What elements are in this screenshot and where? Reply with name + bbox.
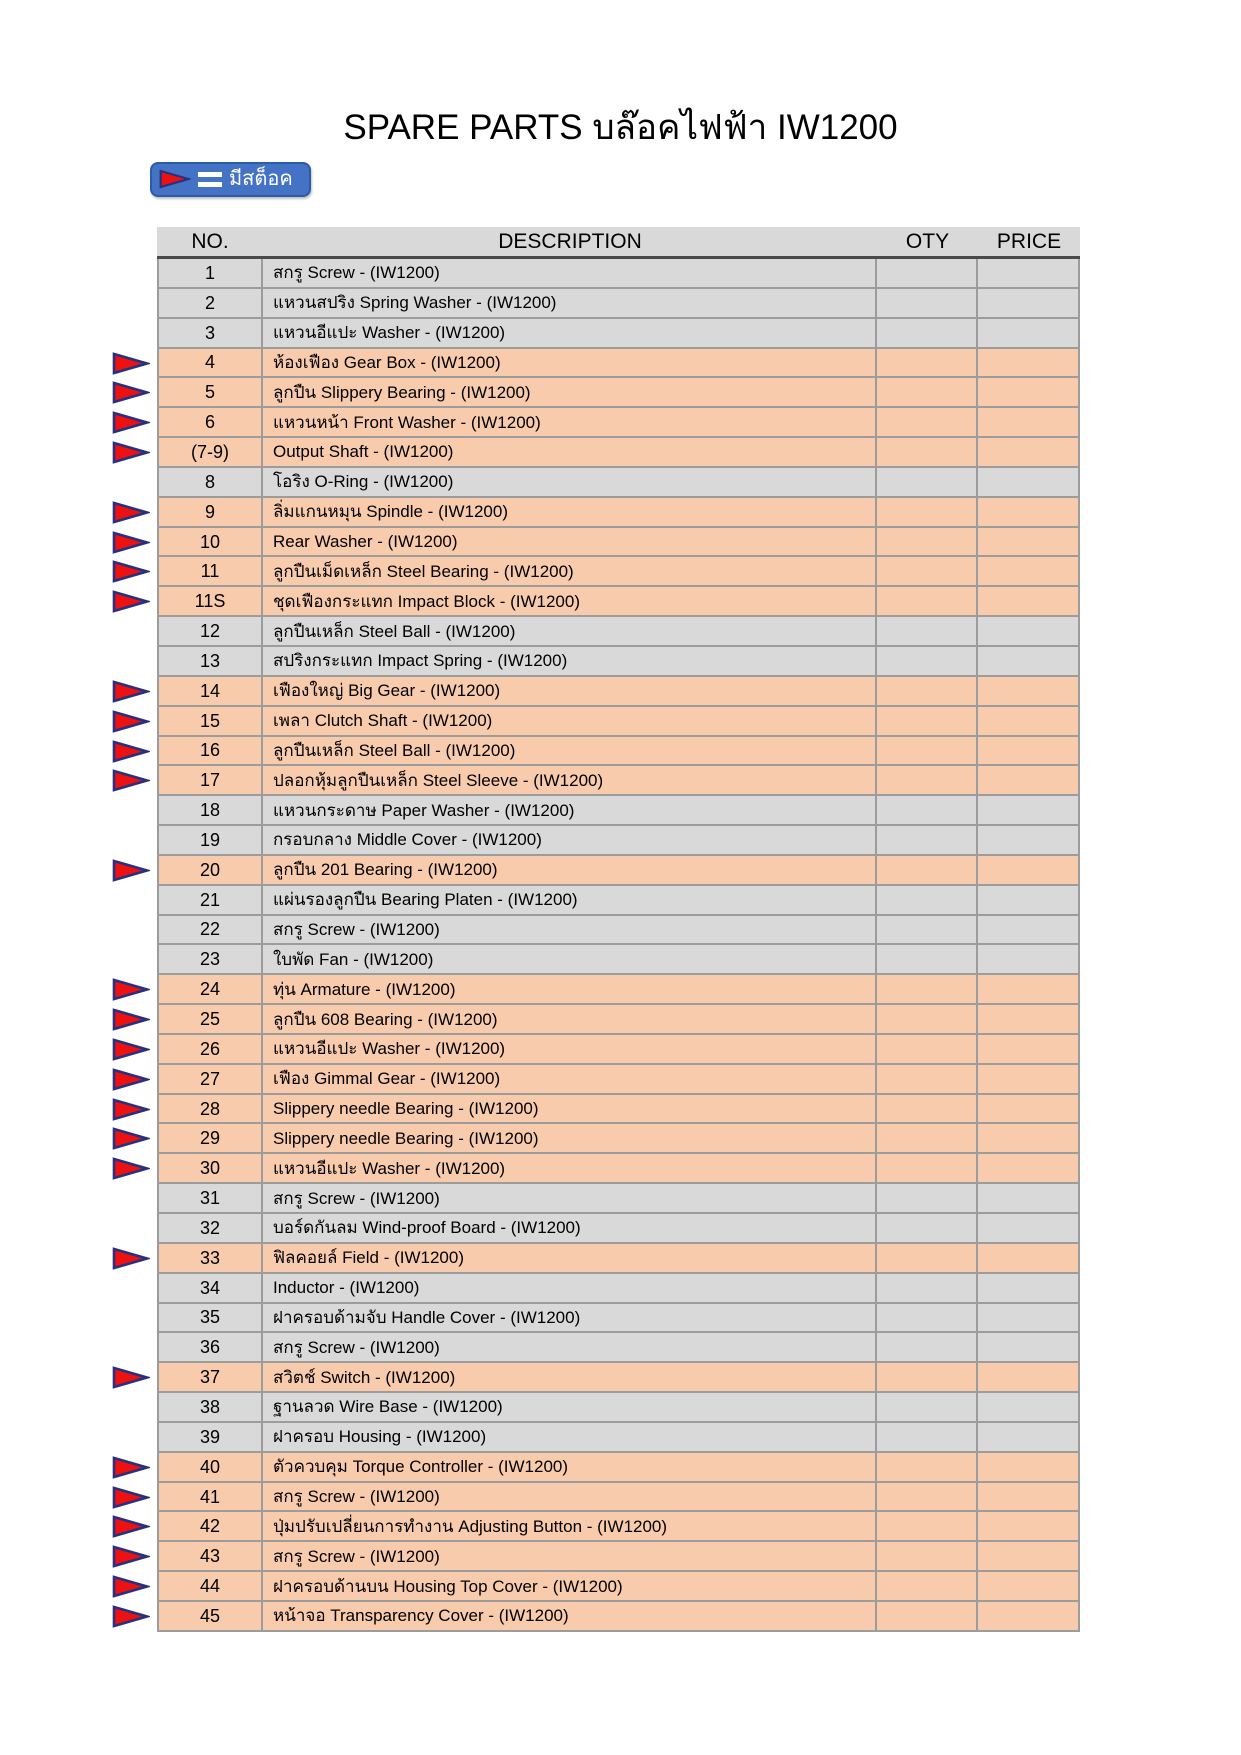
row-no-cell: 26 [157,1035,263,1065]
row-no-cell: 37 [157,1363,263,1393]
row-price-cell [978,1304,1080,1334]
table-body [157,259,1080,1632]
table-row [157,856,1080,886]
row-qty-cell [877,1065,978,1095]
row-no-cell: 20 [157,856,263,886]
page-title: SPARE PARTS บล๊อคไฟฟ้า IW1200 [343,108,898,147]
row-qty-cell [877,1274,978,1304]
row-qty-cell [877,1483,978,1513]
row-description-cell: Slippery needle Bearing - (IW1200) [263,1095,877,1125]
row-description-cell: ลูกปืนเหล็ก Steel Ball - (IW1200) [263,617,877,647]
row-description-cell: เฟือง Gimmal Gear - (IW1200) [263,1065,877,1095]
in-stock-arrow-icon [112,1545,150,1568]
row-no-cell: 13 [157,647,263,677]
row-description-cell: Output Shaft - (IW1200) [263,438,877,468]
row-qty-cell [877,826,978,856]
table-row [157,737,1080,767]
in-stock-arrow-icon [112,1605,150,1628]
row-no-cell: 41 [157,1483,263,1513]
row-no-cell: 14 [157,677,263,707]
row-no-cell: 9 [157,498,263,528]
table-row [157,378,1080,408]
row-no-cell: 29 [157,1124,263,1154]
row-qty-cell [877,498,978,528]
row-no-cell: 4 [157,349,263,379]
in-stock-arrow-icon [112,1098,150,1121]
row-price-cell [978,796,1080,826]
row-no-cell: 22 [157,916,263,946]
table-row [157,766,1080,796]
in-stock-arrow-icon [112,352,150,375]
table-row [157,408,1080,438]
row-no-cell: 5 [157,378,263,408]
row-no-cell: 12 [157,617,263,647]
table-row [157,1512,1080,1542]
row-description-cell: ลูกปืนเหล็ก Steel Ball - (IW1200) [263,737,877,767]
row-qty-cell [877,945,978,975]
row-no-cell: 24 [157,975,263,1005]
row-description-cell: สกรู Screw - (IW1200) [263,1333,877,1363]
row-no-cell: 21 [157,886,263,916]
row-qty-cell [877,378,978,408]
row-no-cell: 31 [157,1184,263,1214]
row-price-cell [978,1572,1080,1602]
row-qty-cell [877,916,978,946]
row-qty-cell [877,677,978,707]
row-price-cell [978,975,1080,1005]
table-row [157,1274,1080,1304]
row-price-cell [978,1333,1080,1363]
row-description-cell: ลูกปืน 608 Bearing - (IW1200) [263,1005,877,1035]
row-description-cell: ตัวควบคุม Torque Controller - (IW1200) [263,1453,877,1483]
table-row [157,886,1080,916]
row-price-cell [978,378,1080,408]
row-no-cell: 28 [157,1095,263,1125]
table-row [157,1602,1080,1632]
row-description-cell: หน้าจอ Transparency Cover - (IW1200) [263,1602,877,1632]
row-price-cell [978,737,1080,767]
row-qty-cell [877,1035,978,1065]
row-no-cell: 19 [157,826,263,856]
row-qty-cell [877,1572,978,1602]
parts-table [157,227,1080,1632]
row-no-cell: 43 [157,1542,263,1572]
row-description-cell: เพลา Clutch Shaft - (IW1200) [263,707,877,737]
row-no-cell: 34 [157,1274,263,1304]
row-description-cell: ทุ่น Armature - (IW1200) [263,975,877,1005]
row-description-cell: ห้องเฟือง Gear Box - (IW1200) [263,349,877,379]
row-description-cell: แหวนหน้า Front Washer - (IW1200) [263,408,877,438]
row-qty-cell [877,1542,978,1572]
in-stock-arrow-icon [112,740,150,763]
row-price-cell [978,587,1080,617]
row-description-cell: สกรู Screw - (IW1200) [263,1184,877,1214]
row-description-cell: ลูกปืนเม็ดเหล็ก Steel Bearing - (IW1200) [263,557,877,587]
row-qty-cell [877,1154,978,1184]
row-description-cell: ใบพัด Fan - (IW1200) [263,945,877,975]
row-price-cell [978,498,1080,528]
in-stock-arrow-icon [112,590,150,613]
row-qty-cell [877,1453,978,1483]
table-row [157,1154,1080,1184]
row-qty-cell [877,528,978,558]
row-description-cell: แหวนกระดาษ Paper Washer - (IW1200) [263,796,877,826]
header-qty: OTY [905,229,950,253]
table-row [157,1393,1080,1423]
row-description-cell: ฝาครอบด้านบน Housing Top Cover - (IW1200) [263,1572,877,1602]
row-price-cell [978,1602,1080,1632]
row-no-cell: 40 [157,1453,263,1483]
row-price-cell [978,1095,1080,1125]
row-price-cell [978,1154,1080,1184]
row-description-cell: สปริงกระแทก Impact Spring - (IW1200) [263,647,877,677]
in-stock-arrow-icon [112,411,150,434]
row-qty-cell [877,1184,978,1214]
in-stock-arrow-icon [112,531,150,554]
row-price-cell [978,1453,1080,1483]
table-row [157,707,1080,737]
stock-legend [150,162,311,197]
row-no-cell: 23 [157,945,263,975]
in-stock-arrow-icon [112,680,150,703]
table-row [157,1124,1080,1154]
table-row [157,677,1080,707]
table-row [157,438,1080,468]
table-row [157,1304,1080,1334]
row-price-cell [978,1214,1080,1244]
table-row [157,1214,1080,1244]
row-qty-cell [877,1333,978,1363]
row-description-cell: ลิ่มแกนหมุน Spindle - (IW1200) [263,498,877,528]
row-qty-cell [877,1512,978,1542]
row-description-cell: กรอบกลาง Middle Cover - (IW1200) [263,826,877,856]
row-qty-cell [877,707,978,737]
row-description-cell: แหวนอีแปะ Washer - (IW1200) [263,319,877,349]
row-description-cell: แหวนอีแปะ Washer - (IW1200) [263,1035,877,1065]
row-no-cell: 8 [157,468,263,498]
row-description-cell: ปลอกหุ้มลูกปืนเหล็ก Steel Sleeve - (IW1200) [263,766,877,796]
row-price-cell [978,1184,1080,1214]
row-price-cell [978,945,1080,975]
row-description-cell: บอร์ดกันลม Wind-proof Board - (IW1200) [263,1214,877,1244]
row-description-cell: Inductor - (IW1200) [263,1274,877,1304]
row-price-cell [978,438,1080,468]
table-row [157,1244,1080,1274]
in-stock-arrow-icon [112,1366,150,1389]
in-stock-arrow-icon [112,381,150,404]
table-row [157,1363,1080,1393]
row-qty-cell [877,1602,978,1632]
row-price-cell [978,528,1080,558]
row-qty-cell [877,796,978,826]
table-row [157,349,1080,379]
in-stock-arrow-icon [112,1515,150,1538]
row-no-cell: 39 [157,1423,263,1453]
in-stock-arrow-icon [159,168,191,190]
row-description-cell: เฟืองใหญ่ Big Gear - (IW1200) [263,677,877,707]
table-header-row [157,227,1080,259]
row-no-cell: 42 [157,1512,263,1542]
table-row [157,1542,1080,1572]
row-qty-cell [877,468,978,498]
row-no-cell: 17 [157,766,263,796]
row-description-cell: แหวนอีแปะ Washer - (IW1200) [263,1154,877,1184]
in-stock-arrow-icon [112,1486,150,1509]
stock-legend-label: มีสต็อค [229,168,293,190]
row-qty-cell [877,319,978,349]
row-description-cell: สกรู Screw - (IW1200) [263,1542,877,1572]
row-no-cell: 16 [157,737,263,767]
row-qty-cell [877,289,978,319]
row-description-cell: ปุ่มปรับเปลี่ยนการทำงาน Adjusting Button - (IW1200) [263,1512,877,1542]
row-price-cell [978,259,1080,289]
table-row [157,1035,1080,1065]
table-row [157,259,1080,289]
in-stock-arrow-icon [112,441,150,464]
row-price-cell [978,408,1080,438]
row-qty-cell [877,617,978,647]
row-description-cell: ลูกปืน 201 Bearing - (IW1200) [263,856,877,886]
table-row [157,975,1080,1005]
row-no-cell: 18 [157,796,263,826]
row-price-cell [978,1244,1080,1274]
row-description-cell: ลูกปืน Slippery Bearing - (IW1200) [263,378,877,408]
in-stock-arrow-icon [112,1127,150,1150]
row-no-cell: 33 [157,1244,263,1274]
row-qty-cell [877,975,978,1005]
in-stock-arrow-icon [112,1247,150,1270]
row-description-cell: สกรู Screw - (IW1200) [263,1483,877,1513]
table-row [157,1423,1080,1453]
header-no: NO. [191,229,229,253]
in-stock-arrow-icon [112,769,150,792]
table-row [157,468,1080,498]
row-price-cell [978,1512,1080,1542]
row-description-cell: ฐานลวด Wire Base - (IW1200) [263,1393,877,1423]
row-description-cell: โอริง O-Ring - (IW1200) [263,468,877,498]
row-price-cell [978,1363,1080,1393]
row-price-cell [978,1005,1080,1035]
row-price-cell [978,468,1080,498]
row-qty-cell [877,1095,978,1125]
row-qty-cell [877,349,978,379]
table-row [157,826,1080,856]
row-qty-cell [877,1363,978,1393]
row-price-cell [978,289,1080,319]
row-no-cell: 3 [157,319,263,349]
in-stock-arrow-icon [112,1068,150,1091]
row-price-cell [978,319,1080,349]
table-row [157,319,1080,349]
row-price-cell [978,617,1080,647]
row-no-cell: 27 [157,1065,263,1095]
row-price-cell [978,557,1080,587]
row-price-cell [978,1035,1080,1065]
row-qty-cell [877,1244,978,1274]
row-no-cell: 10 [157,528,263,558]
row-qty-cell [877,1423,978,1453]
row-no-cell: 38 [157,1393,263,1423]
row-price-cell [978,916,1080,946]
header-description: DESCRIPTION [498,229,642,253]
row-qty-cell [877,1124,978,1154]
row-qty-cell [877,737,978,767]
table-row [157,1184,1080,1214]
row-no-cell: 2 [157,289,263,319]
row-price-cell [978,886,1080,916]
table-row [157,587,1080,617]
table-row [157,1005,1080,1035]
header-price: PRICE [996,229,1062,253]
row-description-cell: แผ่นรองลูกปืน Bearing Platen - (IW1200) [263,886,877,916]
row-description-cell: ฝาครอบด้ามจับ Handle Cover - (IW1200) [263,1304,877,1334]
row-description-cell: ฝาครอบ Housing - (IW1200) [263,1423,877,1453]
row-no-cell: 11S [157,587,263,617]
in-stock-arrow-icon [112,978,150,1001]
row-qty-cell [877,856,978,886]
row-description-cell: ฟิลคอยล์ Field - (IW1200) [263,1244,877,1274]
in-stock-arrow-icon [112,1008,150,1031]
row-qty-cell [877,886,978,916]
row-qty-cell [877,1393,978,1423]
table-row [157,1065,1080,1095]
in-stock-arrow-icon [112,501,150,524]
table-row [157,1095,1080,1125]
row-description-cell: Rear Washer - (IW1200) [263,528,877,558]
in-stock-arrow-icon [112,859,150,882]
table-row [157,1572,1080,1602]
row-qty-cell [877,1304,978,1334]
row-no-cell: 11 [157,557,263,587]
row-price-cell [978,349,1080,379]
in-stock-arrow-icon [112,1157,150,1180]
table-row [157,1333,1080,1363]
table-row [157,796,1080,826]
row-description-cell: Slippery needle Bearing - (IW1200) [263,1124,877,1154]
row-no-cell: 30 [157,1154,263,1184]
in-stock-arrow-icon [112,1038,150,1061]
row-price-cell [978,647,1080,677]
row-qty-cell [877,259,978,289]
row-no-cell: (7-9) [157,438,263,468]
table-row [157,916,1080,946]
row-price-cell [978,1065,1080,1095]
row-price-cell [978,677,1080,707]
table-row [157,647,1080,677]
row-price-cell [978,1542,1080,1572]
row-price-cell [978,1274,1080,1304]
row-no-cell: 25 [157,1005,263,1035]
in-stock-arrow-icon [112,710,150,733]
in-stock-arrow-icon [112,1456,150,1479]
row-no-cell: 6 [157,408,263,438]
row-no-cell: 15 [157,707,263,737]
row-qty-cell [877,557,978,587]
row-price-cell [978,1124,1080,1154]
row-price-cell [978,1393,1080,1423]
row-no-cell: 45 [157,1602,263,1632]
row-no-cell: 35 [157,1304,263,1334]
row-qty-cell [877,647,978,677]
row-description-cell: สวิตช์ Switch - (IW1200) [263,1363,877,1393]
table-row [157,498,1080,528]
row-price-cell [978,766,1080,796]
row-description-cell: สกรู Screw - (IW1200) [263,259,877,289]
table-row [157,945,1080,975]
row-description-cell: แหวนสปริง Spring Washer - (IW1200) [263,289,877,319]
row-description-cell: ชุดเฟืองกระแทก Impact Block - (IW1200) [263,587,877,617]
row-price-cell [978,856,1080,886]
row-qty-cell [877,587,978,617]
row-description-cell: สกรู Screw - (IW1200) [263,916,877,946]
row-qty-cell [877,438,978,468]
table-row [157,1483,1080,1513]
row-qty-cell [877,1005,978,1035]
table-row [157,617,1080,647]
table-row [157,289,1080,319]
row-no-cell: 1 [157,259,263,289]
row-no-cell: 32 [157,1214,263,1244]
equals-icon [198,172,222,187]
row-qty-cell [877,1214,978,1244]
row-price-cell [978,826,1080,856]
table-row [157,528,1080,558]
row-qty-cell [877,408,978,438]
table-row [157,557,1080,587]
row-price-cell [978,1483,1080,1513]
row-qty-cell [877,766,978,796]
row-price-cell [978,1423,1080,1453]
in-stock-arrow-icon [112,1575,150,1598]
row-no-cell: 44 [157,1572,263,1602]
row-price-cell [978,707,1080,737]
row-no-cell: 36 [157,1333,263,1363]
in-stock-arrow-icon [112,560,150,583]
table-row [157,1453,1080,1483]
